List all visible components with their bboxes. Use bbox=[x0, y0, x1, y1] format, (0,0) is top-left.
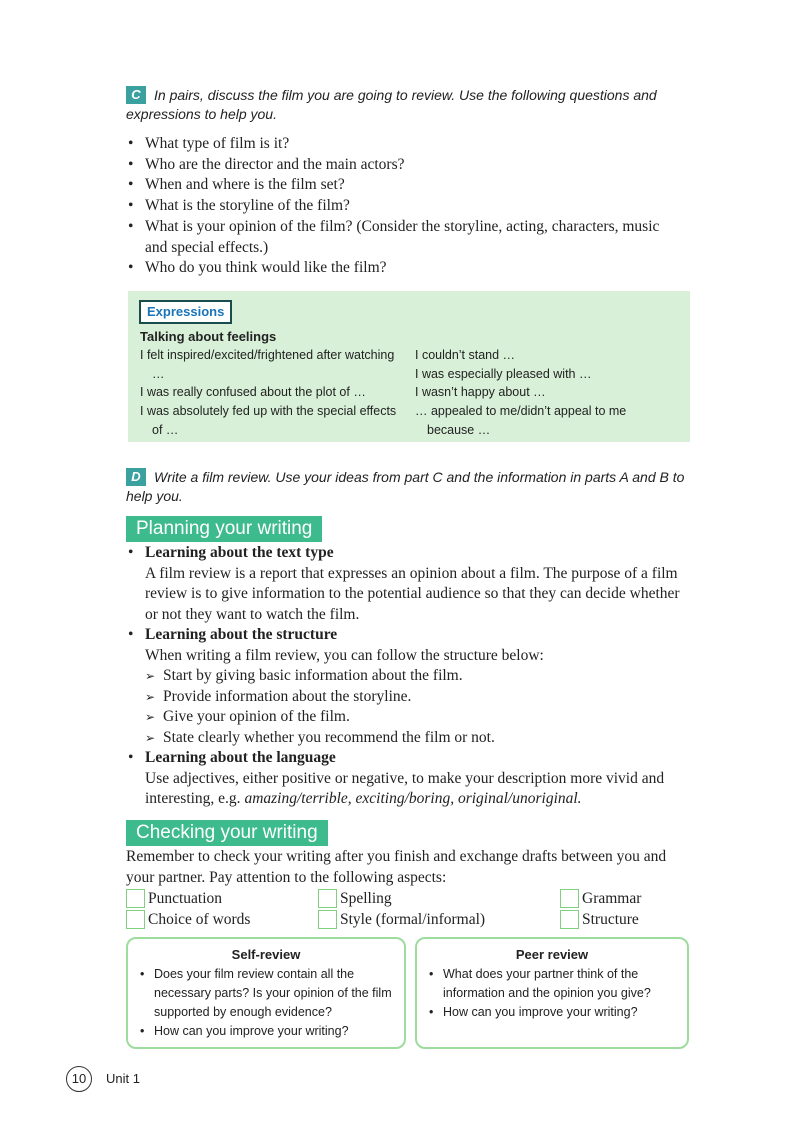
plan-language-text bbox=[145, 769, 682, 810]
section-c-instruction-text: In pairs, discuss the film you are going to review. Use the following questions and expressions to help you. bbox=[126, 87, 657, 122]
peer-review-box bbox=[415, 937, 689, 1049]
section-c-badge: C bbox=[126, 86, 146, 104]
section-d-instruction-text: Write a film review. Use your ideas from part C and the information in parts A and B to help you. bbox=[126, 469, 685, 504]
section-d-instruction bbox=[126, 468, 686, 506]
expression-item: … appealed to me/didn’t appeal to me because … bbox=[415, 404, 627, 437]
unit-label: Unit 1 bbox=[106, 1071, 140, 1086]
aspects-checklist bbox=[126, 888, 686, 932]
checking-heading: Checking your writing bbox=[126, 820, 328, 846]
section-d-badge: D bbox=[126, 468, 146, 486]
question-item: • When and where is the film set? bbox=[126, 175, 671, 196]
expression-item: I couldn’t stand … bbox=[415, 348, 516, 362]
self-review-box bbox=[126, 937, 406, 1049]
self-review-list bbox=[140, 965, 392, 1041]
expressions-box bbox=[128, 291, 690, 442]
plan-structure-intro: When writing a film review, you can follow the structure below: bbox=[145, 646, 544, 664]
page-number: 10 bbox=[66, 1066, 92, 1092]
peer-review-item: • What does your partner think of the information and the opinion you give? bbox=[429, 965, 675, 1003]
structure-step: ➢ State clearly whether you recommend the film or not. bbox=[145, 728, 682, 749]
aspect-checkbox-item[interactable] bbox=[126, 909, 250, 930]
plan-language-examples: amazing/terrible, exciting/boring, original/unoriginal. bbox=[244, 790, 582, 807]
checking-intro: Remember to check your writing after you finish and exchange drafts between you and your partner. Pay attention to the following aspects: bbox=[126, 848, 667, 886]
self-review-item: • How can you improve your writing? bbox=[140, 1022, 392, 1041]
expressions-left-list bbox=[140, 346, 400, 440]
aspect-checkbox-item[interactable] bbox=[318, 888, 392, 909]
expressions-heading: Talking about feelings bbox=[140, 329, 277, 344]
planning-heading: Planning your writing bbox=[126, 516, 322, 542]
expression-item: I was especially pleased with … bbox=[415, 366, 592, 381]
plan-text-type-body: A film review is a report that expresses an opinion about a film. The purpose of a film review is to give information to the potential audience so that they can decide whether or not they want to watch the film. bbox=[145, 564, 680, 623]
aspect-label: Style (formal/informal) bbox=[340, 910, 486, 928]
peer-review-item: • How can you improve your writing? bbox=[429, 1003, 675, 1022]
film-questions-list bbox=[126, 134, 671, 279]
question-item: • What type of film is it? bbox=[126, 134, 671, 155]
aspect-checkbox-item[interactable] bbox=[126, 888, 222, 909]
aspect-label: Punctuation bbox=[148, 889, 223, 907]
structure-steps bbox=[145, 666, 682, 748]
plan-text-type bbox=[126, 543, 682, 625]
self-review-title: Self-review bbox=[231, 947, 301, 962]
plan-language bbox=[126, 748, 682, 810]
planning-list bbox=[126, 543, 682, 810]
expressions-tag: Expressions bbox=[139, 300, 232, 324]
peer-review-list bbox=[429, 965, 675, 1022]
checkbox[interactable] bbox=[560, 889, 579, 908]
checkbox[interactable] bbox=[126, 910, 145, 929]
structure-step: ➢ Provide information about the storyline. bbox=[145, 687, 682, 708]
expressions-right-list bbox=[415, 346, 675, 440]
self-review-item: • Does your film review contain all the necessary parts? Is your opinion of the film supported by enough evidence? bbox=[140, 965, 392, 1022]
expression-item: I was really confused about the plot of … bbox=[140, 385, 366, 400]
aspect-checkbox-item[interactable] bbox=[318, 909, 485, 930]
aspect-label: Spelling bbox=[340, 889, 392, 907]
structure-step: ➢ Start by giving basic information about the film. bbox=[145, 666, 682, 687]
aspect-label: Choice of words bbox=[148, 910, 251, 928]
section-c-instruction bbox=[126, 86, 666, 124]
peer-review-title: Peer review bbox=[515, 947, 589, 962]
question-item: • Who are the director and the main actors? bbox=[126, 155, 671, 176]
plan-structure-title: • Learning about the structure bbox=[145, 626, 338, 643]
checkbox[interactable] bbox=[318, 910, 337, 929]
aspect-checkbox-item[interactable] bbox=[560, 909, 639, 930]
question-item: • Who do you think would like the film? bbox=[126, 258, 671, 279]
aspect-label: Structure bbox=[582, 910, 639, 928]
expression-item: I felt inspired/excited/frightened after watching … bbox=[140, 348, 395, 381]
aspect-label: Grammar bbox=[582, 889, 642, 907]
expression-item: I wasn’t happy about … bbox=[415, 385, 546, 400]
expression-item: I was absolutely fed up with the special effects of … bbox=[140, 404, 397, 437]
plan-language-title: • Learning about the language bbox=[145, 749, 336, 766]
aspect-checkbox-item[interactable] bbox=[560, 888, 641, 909]
checkbox[interactable] bbox=[126, 889, 145, 908]
question-item: • What is your opinion of the film? (Consider the storyline, acting, characters, music and special effects.) bbox=[126, 217, 671, 258]
checkbox[interactable] bbox=[318, 889, 337, 908]
plan-text-type-title: • Learning about the text type bbox=[145, 544, 334, 561]
question-item: • What is the storyline of the film? bbox=[126, 196, 671, 217]
structure-step: ➢ Give your opinion of the film. bbox=[145, 707, 682, 728]
plan-language-body: Use adjectives, either positive or negative, to make your description more vivid and interesting, e.g. bbox=[145, 769, 665, 807]
plan-structure bbox=[126, 625, 682, 748]
checkbox[interactable] bbox=[560, 910, 579, 929]
